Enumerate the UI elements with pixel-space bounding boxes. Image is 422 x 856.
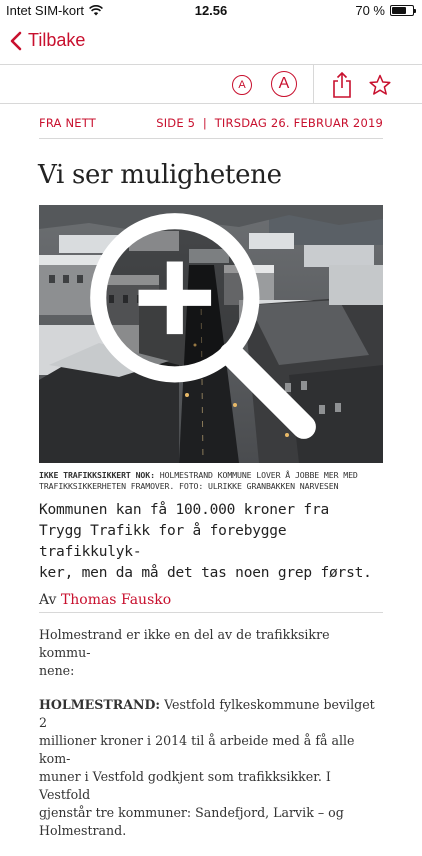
carrier-label: Intet SIM-kort	[6, 3, 85, 18]
status-bar	[0, 0, 422, 22]
toolbar-separator	[313, 65, 314, 103]
dateline: HOLMESTRAND:	[39, 697, 161, 712]
body-line: muner i Vestfold godkjent som trafikksikker. I Vestfold	[39, 769, 331, 802]
zoom-in-icon[interactable]	[27, 193, 371, 451]
battery-fill	[392, 7, 406, 14]
body-line: Vestfold fylkeskommune bevilget 2	[39, 697, 375, 730]
lead-line: ker, men da må det tas noen grep først.	[39, 565, 372, 581]
caption-text: HOLMESTRAND KOMMUNE LOVER Å JOBBE MER MED TRAFIKKSIKKERHETEN FRAMOVER. FOTO: ULRIKKE GRANBAKKEN NARVESEN	[39, 470, 358, 491]
body-line: gjenstår tre kommuner: Sandefjord, Larvik – og	[39, 805, 344, 820]
byline	[39, 592, 171, 608]
battery-icon	[390, 5, 414, 16]
chevron-left-icon	[10, 31, 22, 51]
battery-percent: 70 %	[355, 3, 385, 18]
body-line: Holmestrand er ikke en del av de trafikksikre kommu-	[39, 627, 330, 660]
article-toolbar	[0, 65, 422, 107]
lead-line: Kommunen kan få 100.000 kroner fra	[39, 502, 330, 518]
byline-divider	[39, 612, 383, 613]
star-icon[interactable]	[368, 74, 392, 96]
decrease-font-button[interactable]	[232, 75, 252, 95]
status-right	[355, 3, 414, 18]
article-headline: Vi ser mulighetene	[38, 160, 282, 190]
article-lead	[39, 500, 385, 584]
photo-caption	[39, 470, 383, 492]
meta-divider	[39, 138, 383, 139]
increase-font-button[interactable]	[271, 71, 297, 97]
byline-prefix: Av	[39, 592, 61, 608]
nav-bar	[0, 24, 422, 64]
section-label: FRA NETT	[39, 116, 96, 130]
font-small-label: A	[238, 79, 246, 91]
caption-label: IKKE TRAFIKKSIKKERT NOK:	[39, 470, 155, 480]
body-line: millioner kroner i 2014 til å arbeide med å få alle kom-	[39, 733, 355, 766]
body-line: nene:	[39, 663, 75, 678]
toolbar-divider	[0, 103, 422, 104]
author-link[interactable]: Thomas Fausko	[60, 592, 172, 608]
status-time: 12.56	[194, 3, 228, 18]
article-photo[interactable]	[39, 205, 383, 463]
page-date: SIDE 5 | TIRSDAG 26. FEBRUAR 2019	[156, 116, 383, 130]
lead-line: Trygg Trafikk for å forebygge trafikkulyk-	[39, 523, 287, 560]
back-label: Tilbake	[28, 30, 86, 50]
paragraph	[39, 626, 384, 680]
font-large-label: A	[278, 75, 290, 92]
body-line: Holmestrand.	[39, 823, 127, 838]
paragraph	[39, 696, 384, 840]
back-button[interactable]	[10, 30, 85, 51]
article-body	[39, 626, 384, 856]
share-icon[interactable]	[330, 71, 354, 99]
